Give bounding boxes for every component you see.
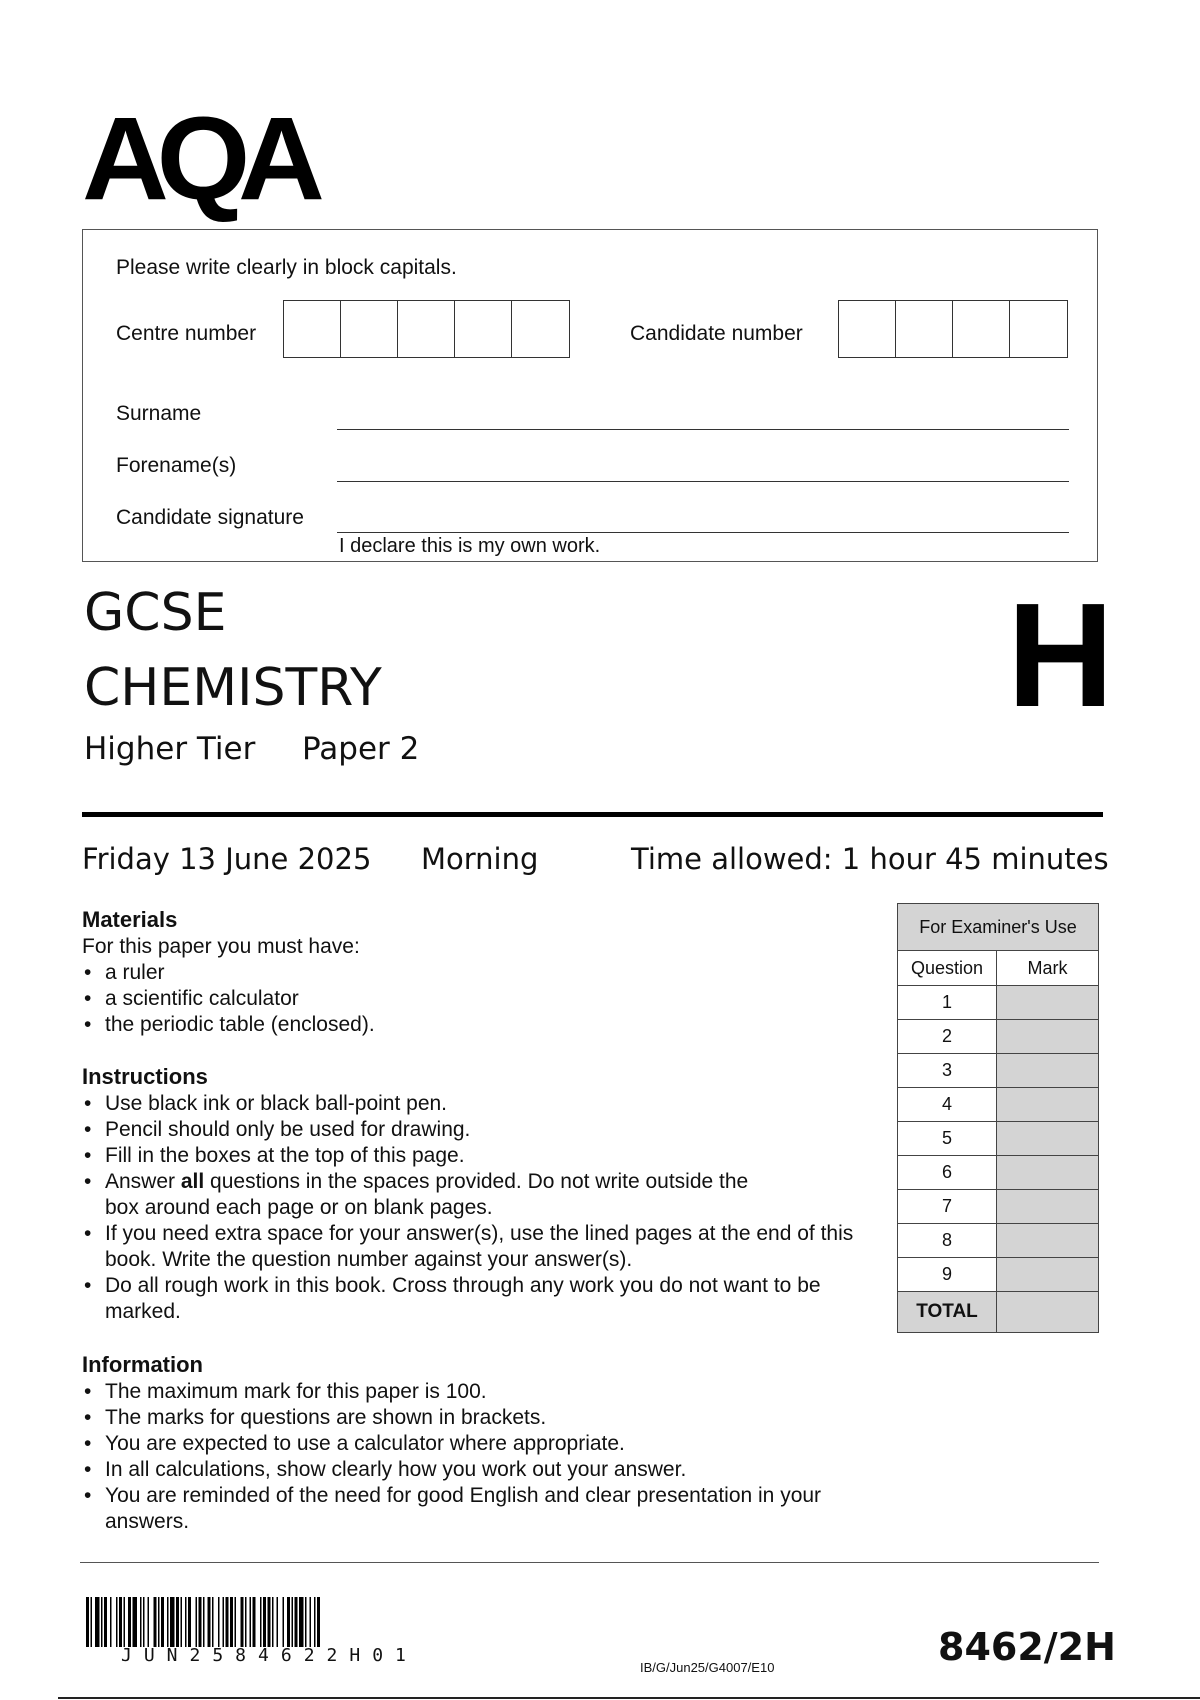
page-bottom-rule <box>58 1697 1200 1699</box>
materials-list <box>82 960 375 1038</box>
barcode-bar <box>295 1597 298 1647</box>
barcode-bar <box>199 1597 202 1647</box>
barcode-bar <box>263 1597 266 1647</box>
barcode-bar <box>176 1597 179 1647</box>
candidate-number-box-2[interactable] <box>896 301 953 357</box>
total-row <box>898 1292 1099 1333</box>
list-item: • a scientific calculator <box>82 986 375 1012</box>
barcode-bar <box>241 1597 244 1647</box>
centre-number-box-1[interactable] <box>284 301 341 357</box>
list-item: • You are reminded of the need for good English and clear presentation in your answers. <box>82 1483 825 1535</box>
list-item: • You are expected to use a calculator where appropriate. <box>82 1431 872 1457</box>
centre-number-box-3[interactable] <box>398 301 455 357</box>
examiner-table-body <box>898 986 1099 1292</box>
mark-column-header: Mark <box>997 951 1099 986</box>
barcode-text: JUN2584622H01 <box>121 1645 418 1666</box>
barcode-bar <box>226 1597 229 1647</box>
candidate-number-box-3[interactable] <box>953 301 1010 357</box>
surname-line[interactable] <box>337 429 1069 430</box>
table-row <box>898 986 1099 1020</box>
total-label: TOTAL <box>898 1292 997 1333</box>
barcode-bar <box>86 1597 89 1647</box>
barcode-bar <box>104 1597 107 1647</box>
question-number-cell: 1 <box>898 986 997 1020</box>
barcode-bar <box>158 1597 160 1647</box>
barcode-bar <box>253 1597 256 1647</box>
mark-cell <box>997 1088 1099 1122</box>
qualification-title: GCSE <box>84 583 227 643</box>
forenames-line[interactable] <box>337 481 1069 482</box>
information-heading: Information <box>82 1352 203 1377</box>
time-allowed: Time allowed: 1 hour 45 minutes <box>631 842 1109 876</box>
information-section <box>82 1351 872 1535</box>
materials-intro: For this paper you must have: <box>82 935 360 958</box>
paper-code: 8462/2H <box>938 1625 1116 1669</box>
question-number-cell: 8 <box>898 1224 997 1258</box>
barcode-bar <box>250 1597 252 1647</box>
table-row <box>898 1020 1099 1054</box>
candidate-number-label: Candidate number <box>630 322 803 345</box>
information-list <box>82 1379 872 1535</box>
barcode-bar <box>212 1597 214 1647</box>
candidate-number-box-4[interactable] <box>1010 301 1067 357</box>
block-capitals-instruction: Please write clearly in block capitals. <box>116 256 457 279</box>
examiner-use-table <box>897 903 1099 1333</box>
candidate-number-boxes <box>838 300 1068 358</box>
list-item: • Use black ink or black ball-point pen. <box>82 1091 872 1117</box>
question-number-cell: 9 <box>898 1258 997 1292</box>
list-item: • Pencil should only be used for drawing. <box>82 1117 872 1143</box>
mark-cell <box>997 1122 1099 1156</box>
table-row <box>898 1088 1099 1122</box>
forenames-label: Forename(s) <box>116 454 237 477</box>
barcode-bar <box>161 1597 164 1647</box>
list-item: • The maximum mark for this paper is 100. <box>82 1379 872 1405</box>
materials-section <box>82 906 375 1038</box>
list-item: • Do all rough work in this book. Cross through any work you do not want to be marked. <box>82 1273 845 1325</box>
barcode-bar <box>110 1597 112 1647</box>
barcode-bar <box>170 1597 175 1647</box>
barcode-bar <box>148 1597 150 1647</box>
barcode-bar <box>116 1597 118 1647</box>
reference-code: IB/G/Jun25/G4007/E10 <box>640 1660 775 1675</box>
barcode-bar <box>292 1597 294 1647</box>
surname-label: Surname <box>116 402 202 425</box>
table-row <box>898 1258 1099 1292</box>
barcode-bar <box>310 1597 312 1647</box>
question-number-cell: 4 <box>898 1088 997 1122</box>
barcode-bar <box>119 1597 122 1647</box>
list-item: • the periodic table (enclosed). <box>82 1012 375 1038</box>
barcode-bar <box>208 1597 211 1647</box>
centre-number-boxes <box>283 300 570 358</box>
table-row <box>898 1054 1099 1088</box>
barcode-bar <box>203 1597 205 1647</box>
mark-cell <box>997 1190 1099 1224</box>
barcode-bar <box>95 1597 100 1647</box>
mark-cell <box>997 1054 1099 1088</box>
barcode-bar <box>235 1597 237 1647</box>
barcode-bar <box>143 1597 145 1647</box>
candidate-number-box-1[interactable] <box>839 301 896 357</box>
list-item <box>82 1169 785 1221</box>
centre-number-box-2[interactable] <box>341 301 398 357</box>
list-item: • If you need extra space for your answer(s), use the lined pages at the end of this book. Write the question number against your answer(s). <box>82 1221 865 1273</box>
barcode-bar <box>124 1597 126 1647</box>
barcode-bar <box>277 1597 279 1647</box>
barcode-bar <box>101 1597 103 1647</box>
list-item: • The marks for questions are shown in brackets. <box>82 1405 872 1431</box>
declaration-text: I declare this is my own work. <box>339 535 601 557</box>
instructions-list <box>82 1091 872 1325</box>
barcode-bar <box>128 1597 131 1647</box>
answer-all-prefix: Answer <box>105 1170 181 1193</box>
candidate-details-box <box>82 229 1098 562</box>
mark-cell <box>997 1224 1099 1258</box>
signature-line[interactable] <box>337 532 1069 533</box>
footer-divider <box>80 1562 1099 1563</box>
materials-heading: Materials <box>82 907 178 932</box>
instructions-heading: Instructions <box>82 1064 208 1089</box>
barcode-bar <box>283 1597 285 1647</box>
answer-all-suffix: questions in the spaces provided. Do not write outside the box around each page or on blank pages. <box>105 1170 749 1219</box>
barcode-bar <box>188 1597 191 1647</box>
mark-cell <box>997 1156 1099 1190</box>
barcode-bar <box>196 1597 198 1647</box>
list-item: • In all calculations, show clearly how you work out your answer. <box>82 1457 872 1483</box>
mark-cell <box>997 1020 1099 1054</box>
list-item: • a ruler <box>82 960 375 986</box>
table-row <box>898 1122 1099 1156</box>
examiner-table-title: For Examiner's Use <box>898 904 1099 951</box>
barcode-bar <box>218 1597 220 1647</box>
instructions-section <box>82 1063 872 1325</box>
barcode-bar <box>230 1597 233 1647</box>
question-column-header: Question <box>898 951 997 986</box>
paper-label: Paper 2 <box>302 731 420 767</box>
table-row <box>898 1224 1099 1258</box>
mark-cell <box>997 986 1099 1020</box>
barcode-bar <box>299 1597 304 1647</box>
question-number-cell: 7 <box>898 1190 997 1224</box>
barcode-bar <box>154 1597 157 1647</box>
barcode-bar <box>287 1597 290 1647</box>
table-row <box>898 1156 1099 1190</box>
barcode-bar <box>272 1597 274 1647</box>
barcode-bar <box>91 1597 93 1647</box>
barcode-image <box>86 1597 500 1647</box>
barcode-bar <box>181 1597 183 1647</box>
question-number-cell: 5 <box>898 1122 997 1156</box>
question-number-cell: 2 <box>898 1020 997 1054</box>
barcode-bar <box>133 1597 138 1647</box>
question-number-cell: 6 <box>898 1156 997 1190</box>
barcode-bar <box>268 1597 271 1647</box>
barcode-bar <box>245 1597 247 1647</box>
centre-number-label: Centre number <box>116 322 257 345</box>
barcode-bar <box>317 1597 320 1647</box>
section-divider <box>82 812 1103 817</box>
signature-label: Candidate signature <box>116 506 304 529</box>
barcode-bar <box>223 1597 225 1647</box>
barcode-bar <box>314 1597 316 1647</box>
table-row <box>898 1190 1099 1224</box>
aqa-logo: AQA <box>82 93 313 225</box>
list-item: • Fill in the boxes at the top of this page. <box>82 1143 872 1169</box>
total-mark-cell <box>997 1292 1099 1333</box>
answer-all-emphasis: all <box>180 1170 205 1193</box>
question-number-cell: 3 <box>898 1054 997 1088</box>
tier-label: Higher Tier <box>84 731 256 767</box>
barcode-bar <box>305 1597 307 1647</box>
barcode-bar <box>260 1597 262 1647</box>
mark-cell <box>997 1258 1099 1292</box>
subject-title: CHEMISTRY <box>84 658 382 718</box>
centre-number-box-4[interactable] <box>455 301 512 357</box>
centre-number-box-5[interactable] <box>512 301 569 357</box>
barcode-bar <box>140 1597 142 1647</box>
barcode-bar <box>167 1597 169 1647</box>
tier-letter: H <box>1007 573 1114 738</box>
barcode-bar <box>185 1597 187 1647</box>
exam-date: Friday 13 June 2025 <box>82 842 372 876</box>
exam-session: Morning <box>421 842 539 876</box>
